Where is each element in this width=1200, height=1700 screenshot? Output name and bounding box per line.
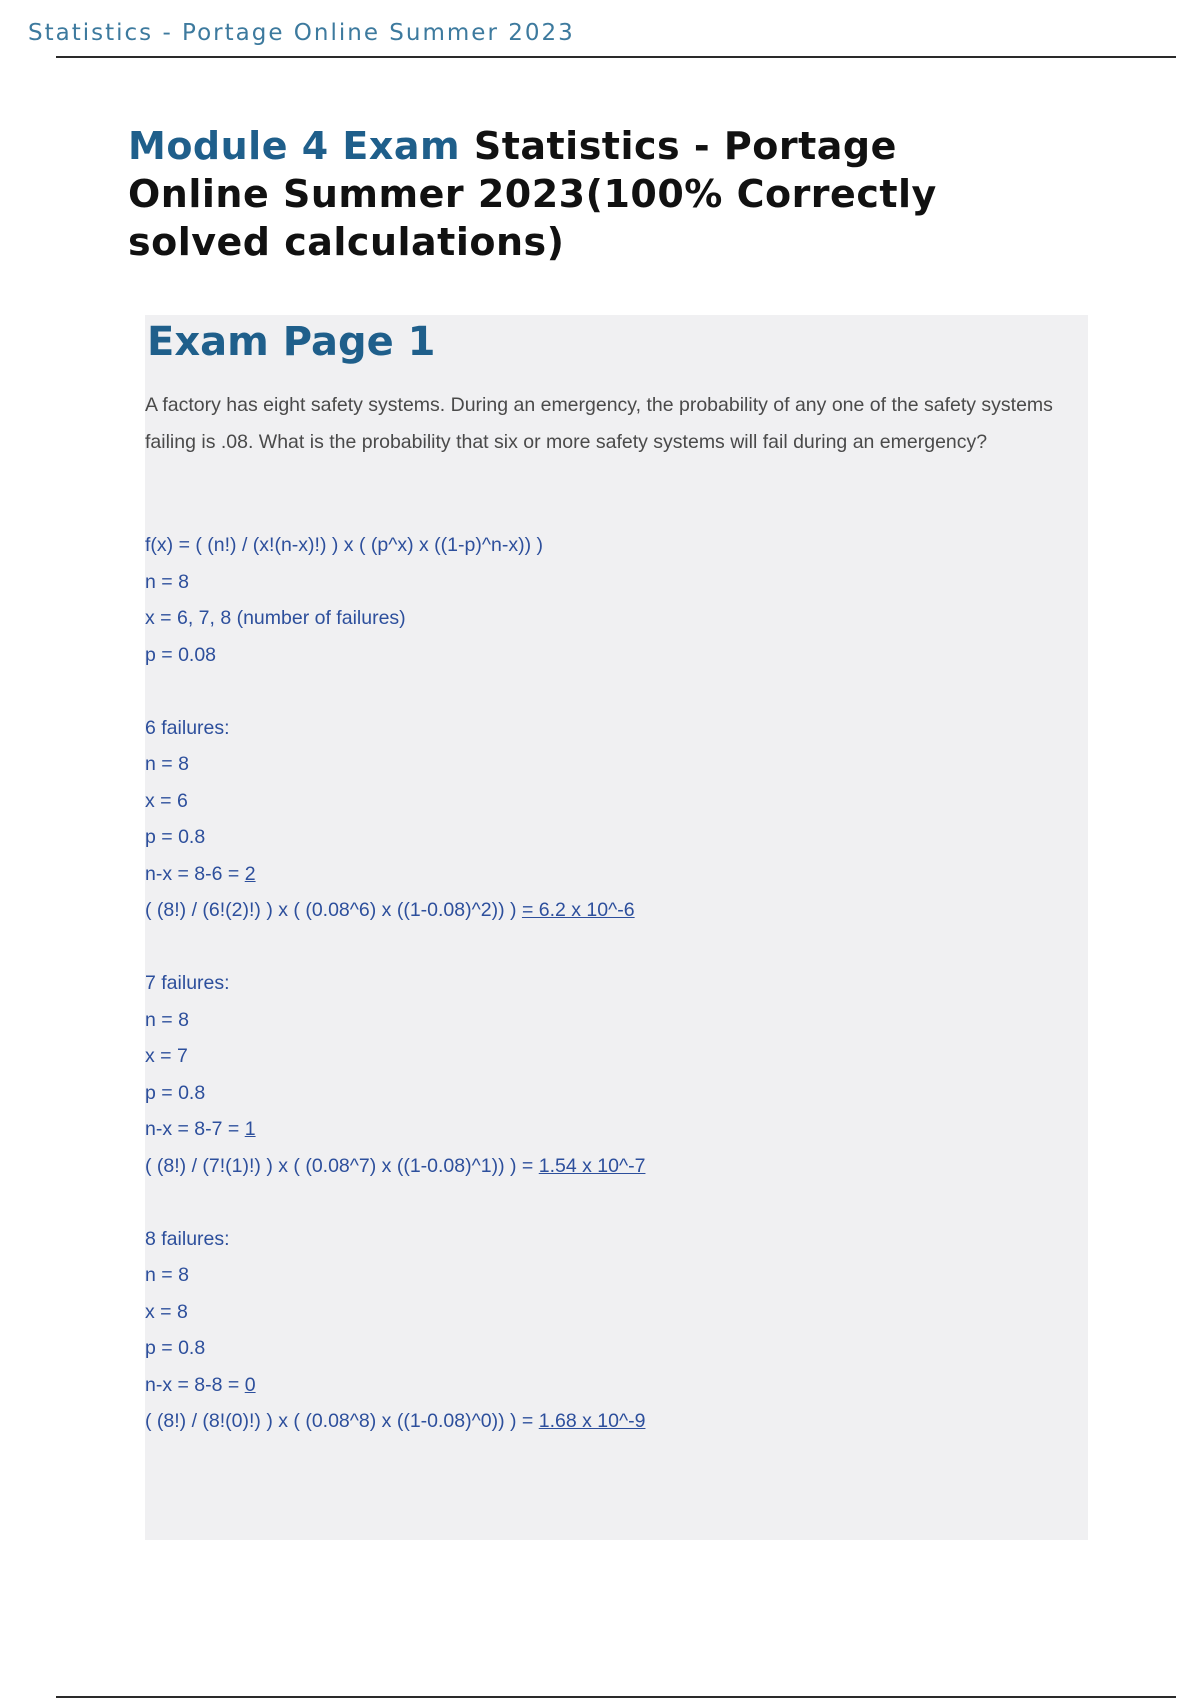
case-x: x = 7 xyxy=(145,1045,188,1067)
document-title xyxy=(128,122,1048,266)
case-x: x = 8 xyxy=(145,1300,188,1323)
solution-work xyxy=(145,527,1065,1440)
footer-divider xyxy=(56,1696,1176,1698)
spacer xyxy=(145,1184,1065,1221)
case-calculation xyxy=(145,892,1065,929)
calculation-result: 1.54 x 10^-7 xyxy=(538,1154,646,1177)
case-n-minus-x xyxy=(145,1111,1065,1148)
case-n: n = 8 xyxy=(145,1264,189,1286)
case-heading: 7 failures: xyxy=(145,972,230,994)
n-minus-x-value: 2 xyxy=(244,862,256,885)
title-accent: Module 4 Exam xyxy=(128,124,461,168)
case-n-minus-x xyxy=(145,1367,1065,1404)
formula-n: n = 8 xyxy=(145,570,189,593)
title-rest: Statistics - Portage Online Summer 2023(100% Correctly solved calculations) xyxy=(128,124,937,264)
spacer xyxy=(145,673,1065,710)
header-divider xyxy=(56,56,1176,58)
case-heading: 8 failures: xyxy=(145,1227,230,1250)
case-x: x = 6 xyxy=(145,789,188,812)
calculation-prefix: ( (8!) / (6!(2)!) ) x ( (0.08^6) x ((1-0.08)^2)) ) xyxy=(145,899,522,921)
case-calculation xyxy=(145,1148,1065,1185)
formula-p: p = 0.08 xyxy=(145,643,217,666)
n-minus-x-value: 1 xyxy=(244,1118,256,1140)
question-text: A factory has eight safety systems. During an emergency, the probability of any one of the safety systems failing is .08. What is the probability that six or more safety systems will fail during an emergency? xyxy=(145,394,1053,453)
case-p: p = 0.8 xyxy=(145,1337,206,1359)
n-minus-x-prefix: n-x = 8-8 = xyxy=(145,1373,245,1396)
calculation-result: = 6.2 x 10^-6 xyxy=(521,899,635,921)
case-n: n = 8 xyxy=(145,753,189,775)
case-heading: 6 failures: xyxy=(145,716,230,739)
case-calculation xyxy=(145,1403,1065,1440)
running-header: Statistics - Portage Online Summer 2023 xyxy=(28,20,575,46)
calculation-prefix: ( (8!) / (8!(0)!) ) x ( (0.08^8) x ((1-0.08)^0)) ) = xyxy=(145,1410,539,1432)
calculation-result: 1.68 x 10^-9 xyxy=(538,1410,646,1432)
case-n: n = 8 xyxy=(145,1008,189,1031)
n-minus-x-prefix: n-x = 8-7 = xyxy=(145,1118,245,1140)
case-p: p = 0.8 xyxy=(145,1081,206,1104)
case-p: p = 0.8 xyxy=(145,826,206,848)
formula-expression: f(x) = ( (n!) / (x!(n-x)!) ) x ( (p^x) x ((1-p)^n-x)) ) xyxy=(145,534,543,556)
spacer xyxy=(145,929,1065,966)
formula-x: x = 6, 7, 8 (number of failures) xyxy=(145,607,406,629)
n-minus-x-prefix: n-x = 8-6 = xyxy=(145,862,245,885)
case-n-minus-x xyxy=(145,856,1065,893)
calculation-prefix: ( (8!) / (7!(1)!) ) x ( (0.08^7) x ((1-0.08)^1)) ) = xyxy=(145,1154,539,1177)
n-minus-x-value: 0 xyxy=(244,1373,256,1396)
exam-panel xyxy=(145,315,1088,1540)
exam-page-heading: Exam Page 1 xyxy=(147,319,436,365)
